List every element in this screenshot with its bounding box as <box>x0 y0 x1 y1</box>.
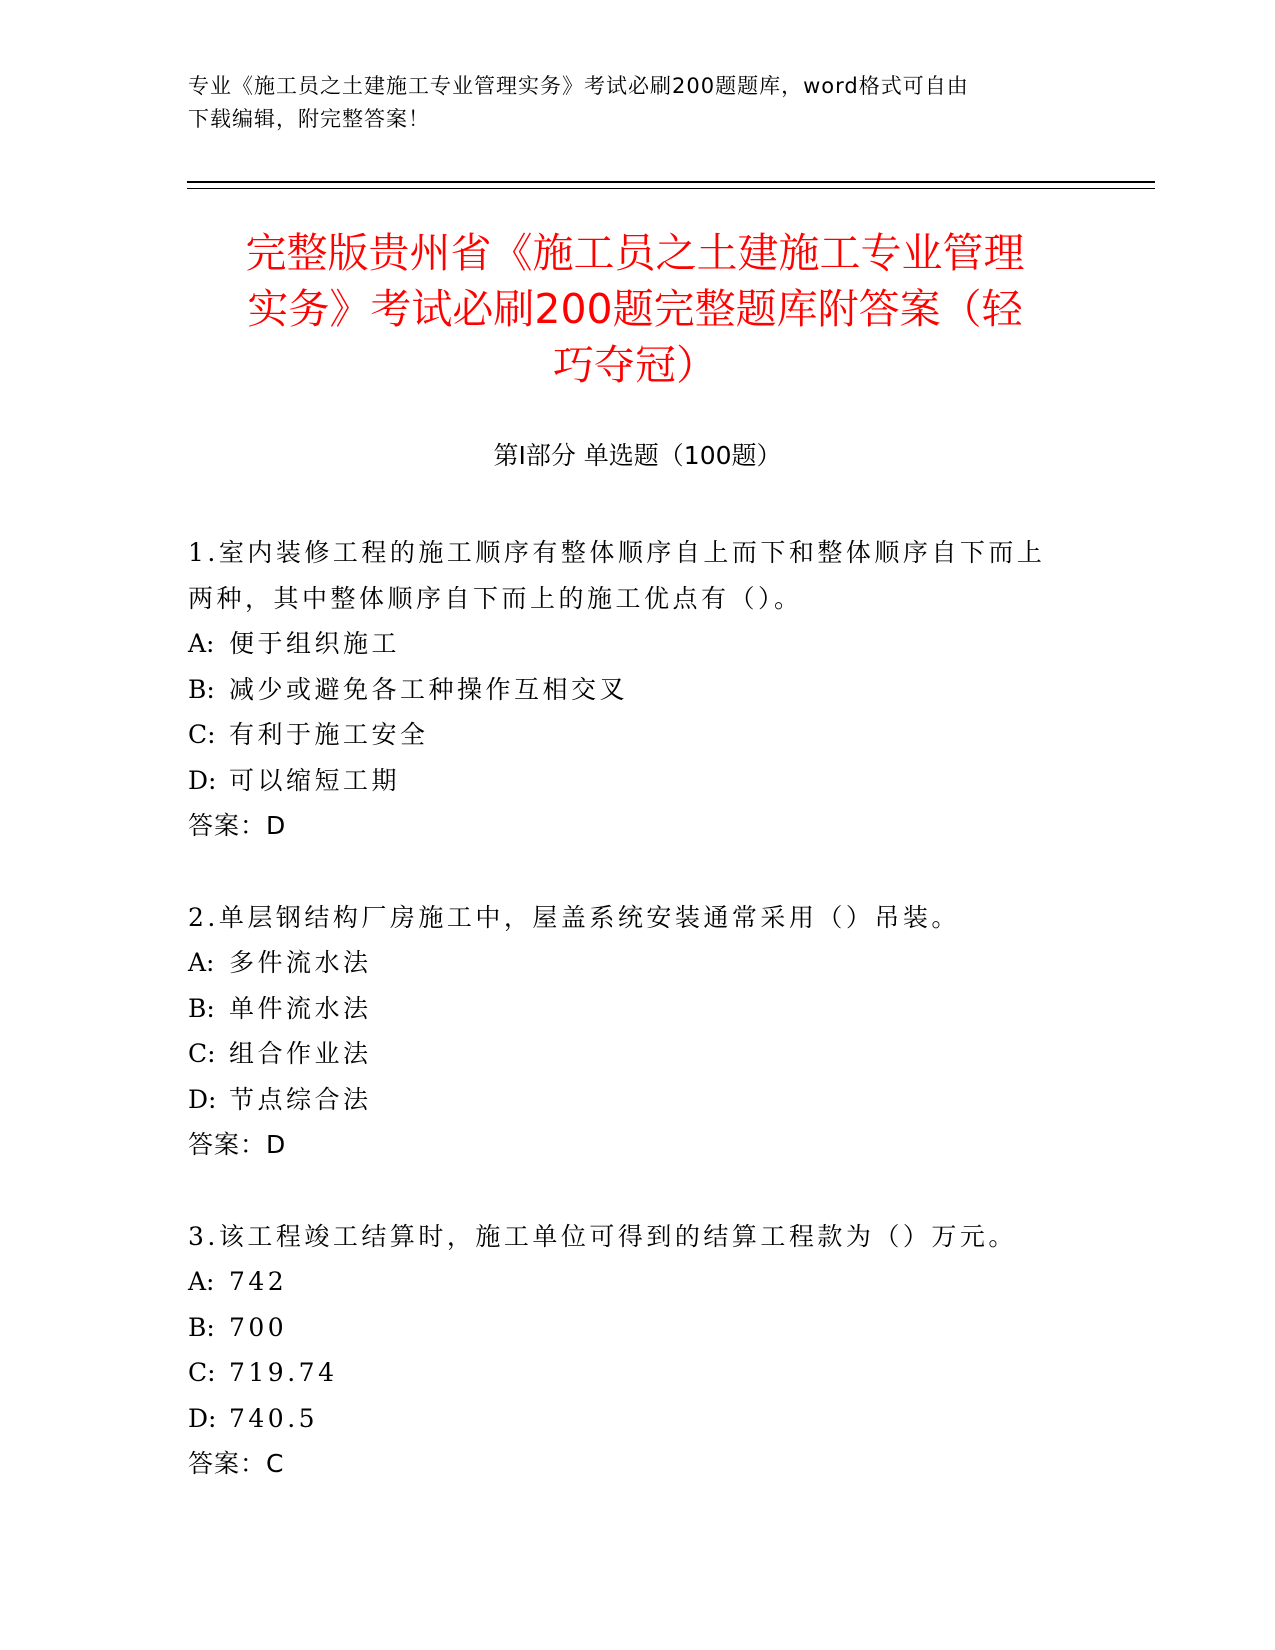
option-key: A: <box>188 948 215 977</box>
header-note-line: 专业《施工员之土建施工专业管理实务》考试必刷200题题库，word格式可自由 <box>188 74 969 98</box>
option-text: 多件流水法 <box>229 948 372 977</box>
header-divider <box>187 181 1155 183</box>
option-d <box>188 1396 1078 1442</box>
question-stem: 2.单层钢结构厂房施工中，屋盖系统安装通常采用（）吊装。 <box>188 902 960 932</box>
title-line: 完整版贵州省《施工员之土建施工专业管理 <box>245 229 1025 277</box>
option-key: B: <box>188 993 215 1023</box>
option-key: D: <box>188 1403 217 1433</box>
option-key: C: <box>188 1358 216 1387</box>
option-key: D: <box>188 765 217 795</box>
option-text: 便于组织施工 <box>229 629 401 658</box>
option-d <box>188 758 1078 804</box>
option-key: B: <box>188 674 215 704</box>
header-note <box>188 70 1068 136</box>
document-title <box>190 225 1080 393</box>
option-key: C: <box>188 1039 216 1068</box>
option-a <box>188 940 1078 986</box>
option-c <box>188 1350 1078 1396</box>
option-text: 单件流水法 <box>229 993 372 1023</box>
option-text: 742 <box>229 1267 288 1296</box>
option-b <box>188 1305 1078 1351</box>
option-text: 740.5 <box>229 1403 319 1433</box>
answer: 答案：D <box>188 1130 287 1159</box>
title-line: 巧夺冠） <box>553 341 717 389</box>
option-c <box>188 712 1078 758</box>
question-stem: 3.该工程竣工结算时，施工单位可得到的结算工程款为（）万元。 <box>188 1221 1017 1251</box>
option-key: D: <box>188 1084 217 1114</box>
option-key: A: <box>188 1267 215 1296</box>
option-a <box>188 621 1078 667</box>
section-title: 第I部分 单选题（100题） <box>493 441 782 470</box>
option-text: 减少或避免各工种操作互相交叉 <box>229 674 629 704</box>
option-a <box>188 1259 1078 1305</box>
question-stem: 1.室内装修工程的施工顺序有整体顺序自上而下和整体顺序自下而上 <box>188 538 1046 567</box>
option-c <box>188 1031 1078 1077</box>
option-text: 有利于施工安全 <box>229 720 429 749</box>
option-text: 719.74 <box>229 1358 338 1387</box>
question-list <box>188 530 1078 1533</box>
option-d <box>188 1077 1078 1123</box>
option-text: 可以缩短工期 <box>229 765 401 795</box>
header-divider <box>187 188 1155 189</box>
question-stem: 两种，其中整体顺序自下而上的施工优点有（）。 <box>188 583 803 613</box>
option-text: 700 <box>229 1312 288 1342</box>
option-b <box>188 986 1078 1032</box>
answer: 答案：D <box>188 811 287 840</box>
option-b <box>188 667 1078 713</box>
answer: 答案：C <box>188 1449 285 1478</box>
option-key: C: <box>188 720 216 749</box>
title-line: 实务》考试必刷200题完整题库附答案（轻 <box>247 285 1023 333</box>
question-item <box>188 1214 1078 1487</box>
option-key: B: <box>188 1312 215 1342</box>
header-note-line: 下载编辑，附完整答案！ <box>188 107 430 131</box>
option-text: 组合作业法 <box>229 1039 372 1068</box>
question-item <box>188 530 1078 849</box>
option-text: 节点综合法 <box>229 1084 372 1114</box>
question-item <box>188 895 1078 1168</box>
option-key: A: <box>188 629 215 658</box>
